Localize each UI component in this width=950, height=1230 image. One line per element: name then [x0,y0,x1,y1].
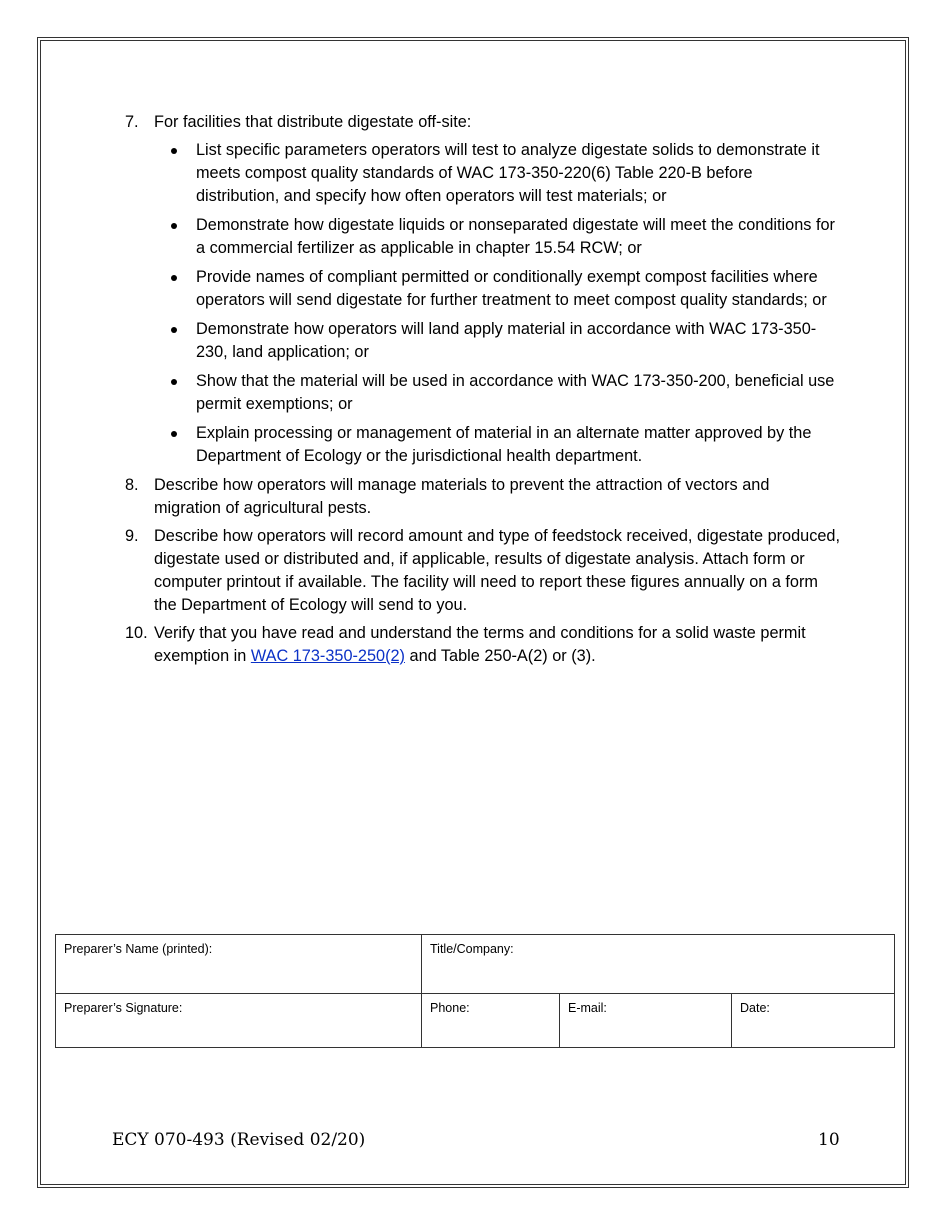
instructions-list [125,111,840,673]
bullet-list [154,139,840,468]
date-field[interactable] [732,994,894,1047]
item-text: Describe how operators will manage materials to prevent the attraction of vectors and migration of agricultural pests. [154,476,770,517]
list-item-9 [125,525,840,617]
date-label: Date: [740,1001,770,1015]
bullet-text: List specific parameters operators will test to analyze digestate solids to demonstrate it meets compost quality standards of WAC 173-350-220(6) Table 220-B before distribution, and specify how often operators will test materials; or [196,141,820,205]
item-text: Describe how operators will record amount and type of feedstock received, digestate produced, digestate used or distributed and, if applicable, results of digestate analysis. Attach form or computer printout if available. The facility will need to report these figures annually on a form the Department of Ecology will send to you. [154,527,840,614]
item-text-after: and Table 250-A(2) or (3). [404,647,596,665]
bullet-text: Demonstrate how operators will land apply material in accordance with WAC 173-350-230, land application; or [196,320,817,361]
item-text-before: Verify that you have read and understand the terms and conditions for a solid waste permit exemption in [154,624,806,665]
wac-link[interactable]: WAC 173-350-250(2) [250,647,405,665]
item-number: 9. [125,527,139,545]
item-number: 7. [125,113,139,131]
form-id: ECY 070-493 (Revised 02/20) [112,1130,366,1150]
title-company-label: Title/Company: [430,942,514,956]
bullet-icon [171,327,177,333]
bullet-text: Show that the material will be used in accordance with WAC 173-350-200, beneficial use permit exemptions; or [196,372,835,413]
list-item-7 [125,111,840,468]
signature-table [55,934,895,1048]
bullet-item [154,214,840,260]
bullet-item [154,139,840,208]
list-item-8 [125,474,840,520]
page-number: 10 [818,1130,840,1150]
item-number: 8. [125,476,139,494]
bullet-text: Demonstrate how digestate liquids or nonseparated digestate will meet the conditions for a commercial fertilizer as applicable in chapter 15.54 RCW; or [196,216,835,257]
bullet-icon [171,379,177,385]
phone-label: Phone: [430,1001,470,1015]
bullet-icon [171,223,177,229]
item-number: 10. [125,624,148,642]
list-item-10 [125,622,840,668]
bullet-item [154,422,840,468]
bullet-item [154,370,840,416]
item-text [154,622,840,668]
signature-label: Preparer’s Signature: [64,1001,183,1015]
bullet-text: Explain processing or management of material in an alternate matter approved by the Department of Ecology or the jurisdictional health department. [196,424,812,465]
email-label: E-mail: [568,1001,607,1015]
name-label: Preparer’s Name (printed): [64,942,213,956]
item-text: For facilities that distribute digestate off-site: [154,113,472,131]
bullet-icon [171,431,177,437]
bullet-item [154,266,840,312]
title-company-field[interactable] [422,935,894,993]
bullet-text: Provide names of compliant permitted or conditionally exempt compost facilities where operators will send digestate for further treatment to meet compost quality standards; or [196,268,827,309]
bullet-icon [171,148,177,154]
email-field[interactable] [560,994,731,1047]
signature-field[interactable] [56,994,421,1047]
phone-field[interactable] [422,994,559,1047]
name-field[interactable] [56,935,421,993]
bullet-item [154,318,840,364]
bullet-icon [171,275,177,281]
